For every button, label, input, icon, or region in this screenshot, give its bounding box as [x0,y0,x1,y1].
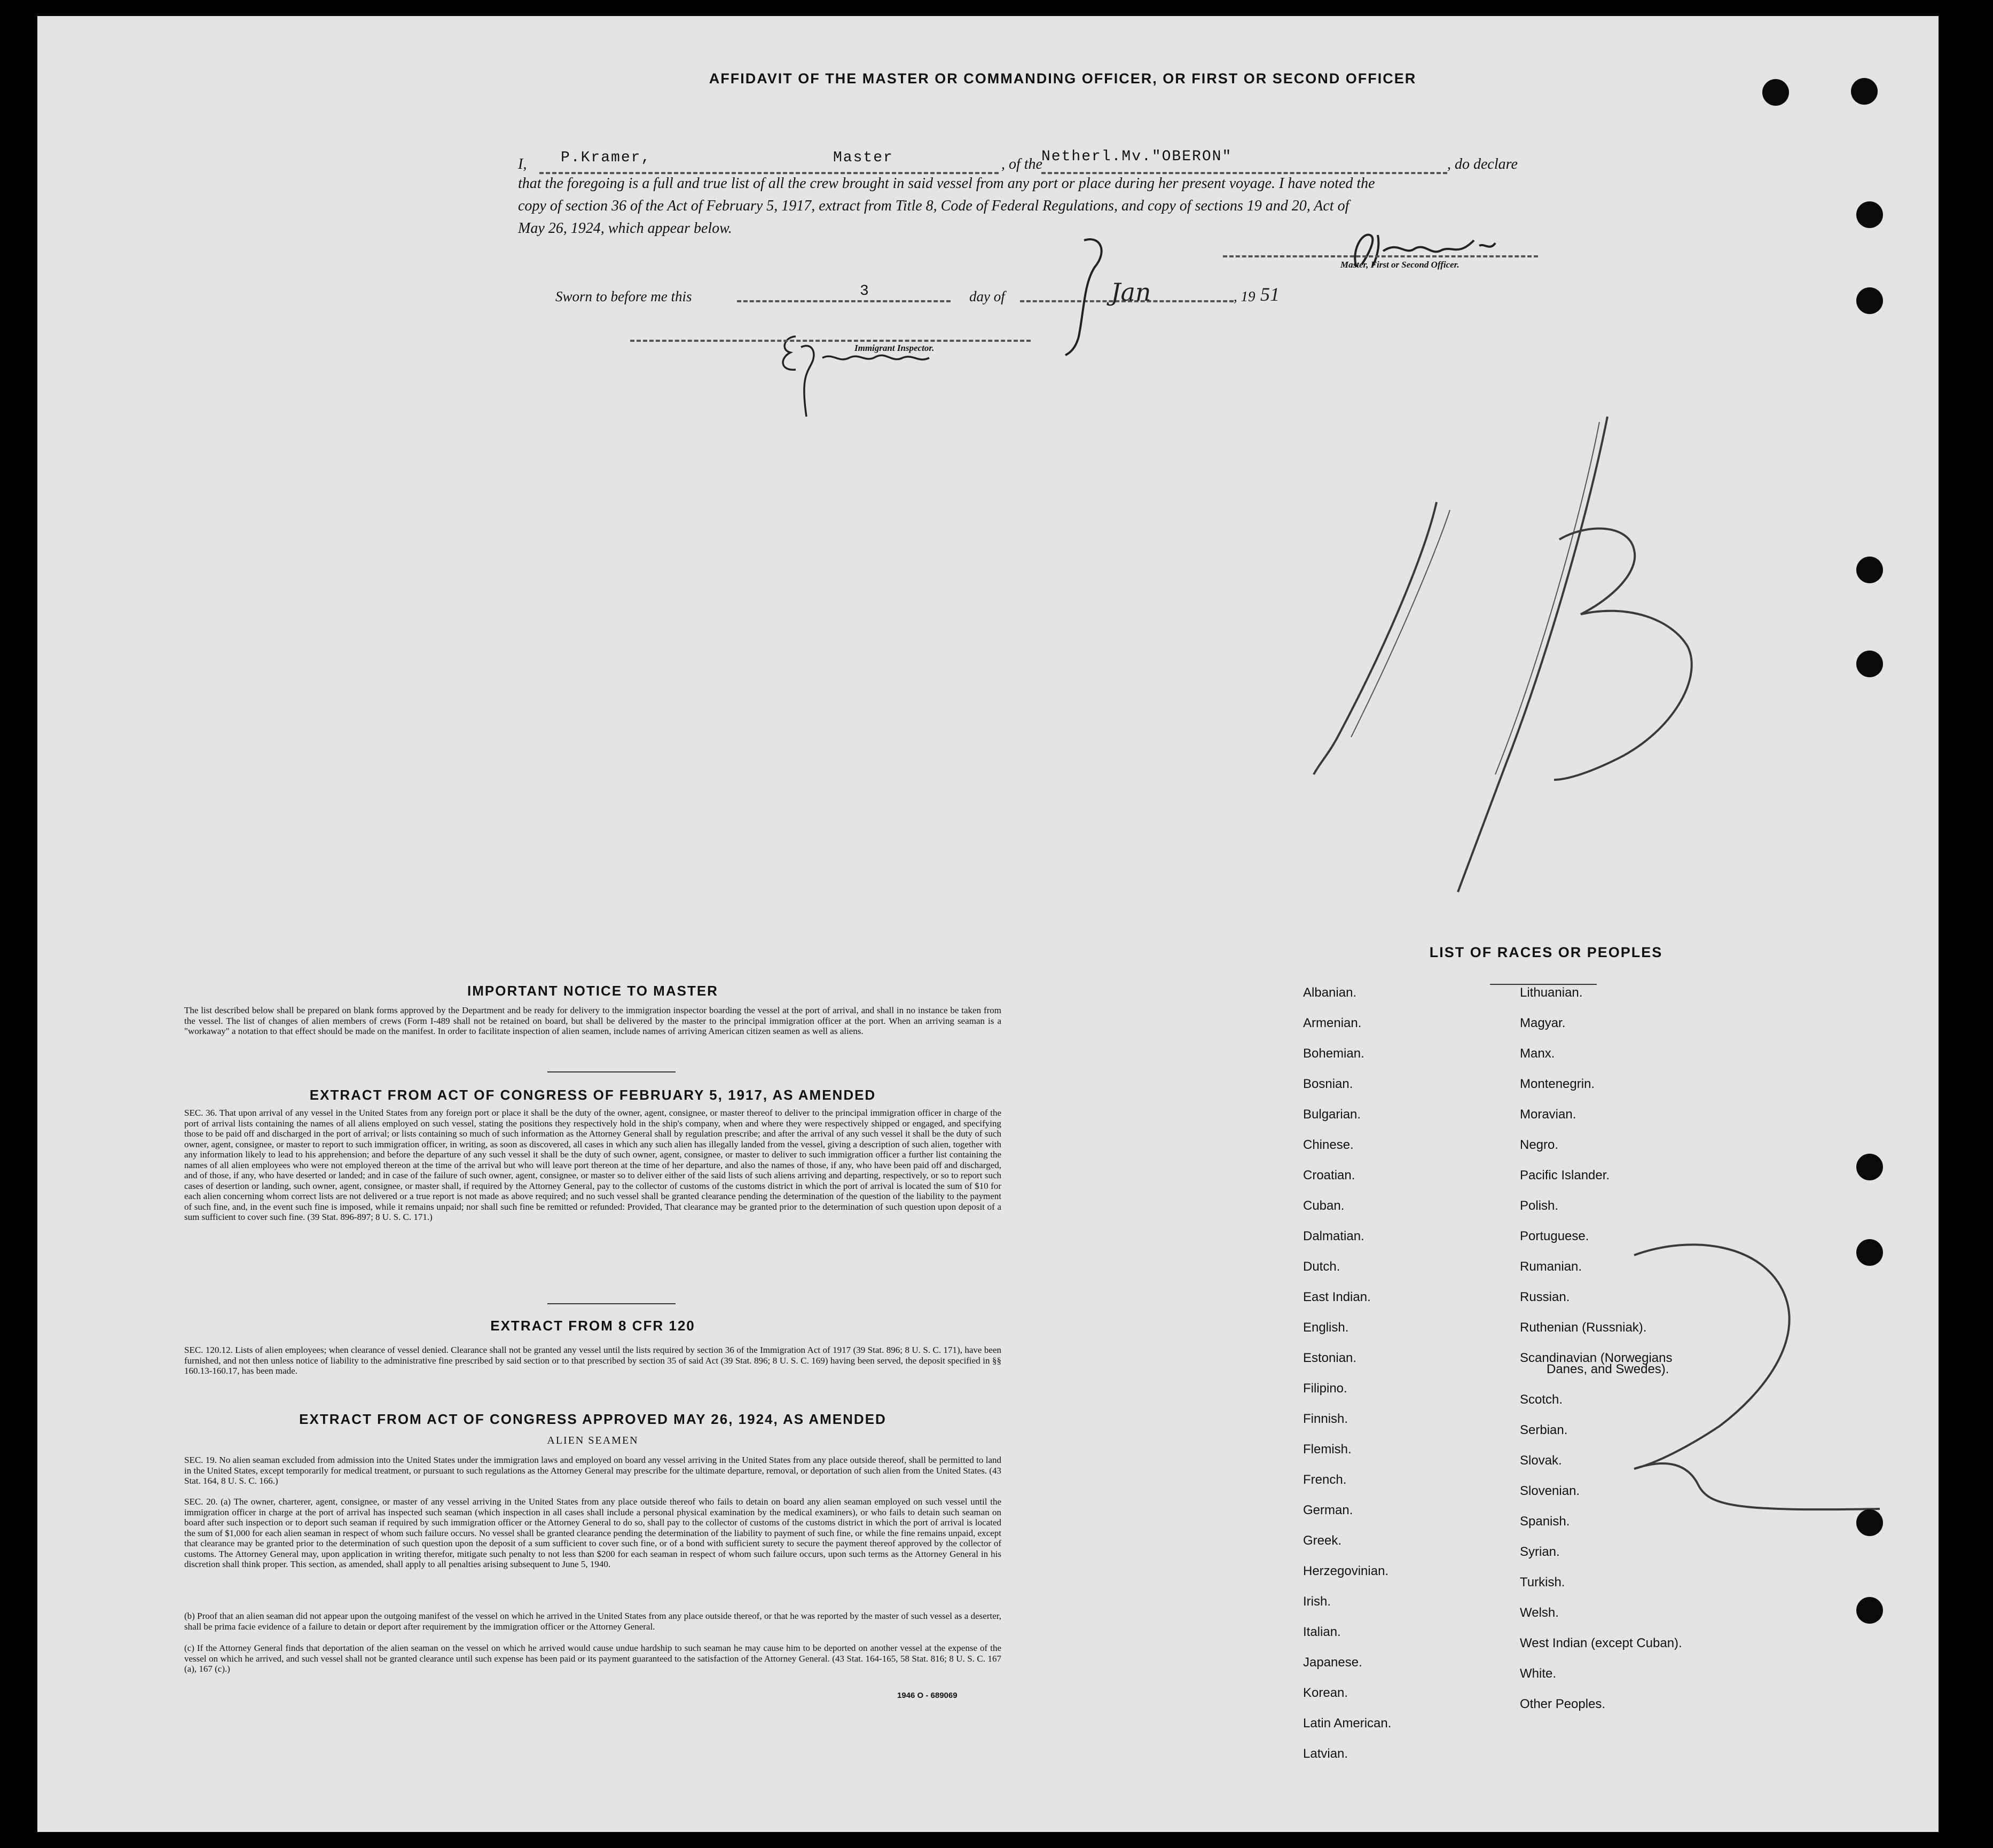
affidavit-line-2: that the foregoing is a full and true list of all the crew brought in said vessel from any port or place during her present voyage. I have noted the [518,175,1375,192]
document-page [37,16,1939,1832]
divider-2 [547,1303,676,1304]
notice-title: IMPORTANT NOTICE TO MASTER [467,983,718,999]
handwritten-fraction [1266,390,1800,956]
affidavit-i: I, [518,156,527,173]
race-item: Manx. [1520,1046,1555,1061]
race-item: Irish. [1303,1594,1331,1609]
race-item: Ruthenian (Russniak). [1520,1320,1647,1335]
punch-hole [1856,287,1883,314]
race-item: Moravian. [1520,1107,1576,1122]
punch-hole [1856,1597,1883,1624]
punch-hole [1856,557,1883,583]
race-item: East Indian. [1303,1290,1371,1304]
race-item: Bohemian. [1303,1046,1364,1061]
vessel-rule [1041,172,1447,174]
race-item: West Indian (except Cuban). [1520,1636,1682,1650]
race-item: White. [1520,1666,1557,1681]
race-item: Montenegrin. [1520,1077,1595,1091]
do-declare-label: , do declare [1447,156,1518,173]
races-column-2 [1520,985,1840,1727]
race-item: Estonian. [1303,1351,1357,1365]
master-signature [1319,219,1522,283]
extract-cfr-body: SEC. 120.12. Lists of alien employees; when clearance of vessel denied. Clearance shall not be granted any vessel until the lists required by section 36 of the Immigration Act of 1917 (39 Stat. 896; 8 U. S. C. 171), have been furnished, and not then unless notice of liability to the administrative fine prescribed by said section or to that prescribed by section 35 of said Act (39 Stat. 896; 8 U. S. C. 169) having been served, the deposit specified in §§ 160.13-160.17, has been made. [184,1345,1001,1376]
handwritten-month-stroke [1052,235,1116,358]
print-code: 1946 O - 689069 [897,1691,958,1700]
race-item: Other Peoples. [1520,1697,1606,1711]
extract-1924-sec20c: (c) If the Attorney General finds that deportation of the alien seaman on the vessel on which he arrived would cause undue hardship to such seaman he may cause him to be deported on another vessel at the expense of the vessel on which he arrived, and such vessel shall not be granted clearance until such expense has been paid or its payment guaranteed to the satisfaction of the Attorney General. (43 Stat. 164-165, 58 Stat. 816; 8 U. S. C. 167 (a), 167 (c).) [184,1643,1001,1674]
extract-1924-sec19: SEC. 19. No alien seaman excluded from admission into the United States under the immigration laws and employed on board any vessel arriving in the United States from any place outside thereof, shall be permitted to land in the United States, except temporarily for medical treatment, or pursuant to such regulations as the Attorney General may prescribe for the ultimate departure, removal, or deportation of such alien from the United States. (43 Stat. 164, 8 U. S. C. 166.) [184,1455,1001,1486]
punch-hole [1762,79,1789,106]
day-of-label: day of [969,288,1005,304]
punch-hole [1851,78,1878,105]
affidavit-title: AFFIDAVIT OF THE MASTER OR COMMANDING OFFICER, OR FIRST OR SECOND OFFICER [709,71,1417,87]
race-item: Latvian. [1303,1747,1348,1761]
race-item: Welsh. [1520,1606,1559,1620]
race-item: Scotch. [1520,1392,1563,1407]
extract-1924-subtitle: ALIEN SEAMEN [547,1435,639,1446]
race-item: Japanese. [1303,1655,1362,1670]
sworn-day-rule [737,300,951,302]
punch-hole [1856,1239,1883,1266]
extract-1924-sec20b: (b) Proof that an alien seaman did not appear upon the outgoing manifest of the vessel on which he arrived in the United States from any place outside thereof, or that he was reported by the master of such vessel as a deserter, shall be prima facie evidence of a failure to detain or deport after requirement by the immigration officer or the Attorney General. [184,1611,1001,1632]
master-rank: Master [833,150,893,166]
signature-rule [1223,255,1538,257]
race-item: German. [1303,1503,1353,1517]
inspector-signature [748,320,972,433]
races-column-1 [1303,985,1517,1777]
extract-1924-sec20a: SEC. 20. (a) The owner, charterer, agent, consignee, or master of any vessel arriving in the United States from any place outside thereof who fails to detain on board any alien seaman employed on such vessel until the immigration officer in charge at the port of arrival has inspected such seaman (which inspection in all cases shall include a personal physical examination by the medical examiners), or who fails to detain such seaman on board after such inspection or to deport such seaman if required by such immigration officer or the Attorney General to do so, shall pay to the collector of customs of the customs district in which the port of arrival is located the sum of $1,000 for each alien seaman in respect of whom such failure occurs. No vessel shall be granted clearance pending the determination of the liability to payment of such fine, or while the fine remains unpaid, except that clearance may be granted prior to the determination of such question upon the deposit of a sum sufficient to cover such fine, or of a bond with sufficient surety to secure the payment thereof approved by the collector of customs. The Attorney General may, upon application in writing therefor, mitigate such penalty to not less than $200 for each seaman in respect of whom such failure occurs, upon such terms as the Attorney General in his discretion shall think proper. This section, as amended, shall apply to all penalties arising subsequent to June 5, 1940. [184,1497,1001,1569]
inspector-caption: Immigrant Inspector. [854,343,935,353]
sworn-label: Sworn to before me this [555,288,692,304]
race-item: Slovak. [1520,1453,1562,1468]
punch-hole [1856,1154,1883,1180]
race-item: French. [1303,1473,1347,1487]
race-item: Dalmatian. [1303,1229,1364,1243]
race-item: Italian. [1303,1625,1341,1639]
race-item: Finnish. [1303,1412,1348,1426]
race-item: Filipino. [1303,1381,1347,1396]
race-item: English. [1303,1320,1349,1335]
race-item: Spanish. [1520,1514,1570,1529]
race-item: Armenian. [1303,1016,1362,1030]
year-prefix: , 19 [1234,288,1256,304]
race-item: Polish. [1520,1199,1559,1213]
sworn-day: 3 [860,283,869,300]
race-item: Danes, and Swedes). [1547,1362,1669,1376]
extract-1924-title: EXTRACT FROM ACT OF CONGRESS APPROVED MAY 26, 1924, AS AMENDED [299,1411,886,1427]
race-item: Slovenian. [1520,1484,1580,1498]
race-item: Chinese. [1303,1138,1354,1152]
race-item: Serbian. [1520,1423,1568,1437]
sworn-year: 51 [1260,284,1280,305]
extract-cfr-title: EXTRACT FROM 8 CFR 120 [490,1318,695,1334]
race-item: Lithuanian. [1520,985,1583,1000]
name-rule [539,172,999,174]
race-item: Rumanian. [1520,1259,1582,1274]
inspector-rule [630,340,1031,342]
punch-hole [1856,651,1883,677]
extract-1917-title: EXTRACT FROM ACT OF CONGRESS OF FEBRUARY 5, 1917, AS AMENDED [309,1087,876,1103]
sworn-month: Jan [1111,278,1151,307]
vessel-name: Netherl.Mv."OBERON" [1041,148,1233,165]
race-item: Dutch. [1303,1259,1340,1274]
punch-hole [1856,1509,1883,1536]
races-divider [1490,984,1597,985]
race-item: Bosnian. [1303,1077,1353,1091]
notice-body: The list described below shall be prepared on blank forms approved by the Department and be ready for delivery to the immigration inspector boarding the vessel at the port of arrival, and shall in no instance be taken from the vessel. The list of changes of alien members of crews (Form I-489 shall not be retained on board, but shall be delivered by the master to the principal immigration officer at the port. When an arriving seaman is a "workaway" a notation to that effect should be made on the manifest. In order to facilitate inspection of alien seamen, include names of arriving American citizen seamen as well as aliens. [184,1005,1001,1036]
race-item: Magyar. [1520,1016,1566,1030]
race-item: Syrian. [1520,1545,1560,1559]
race-item: Cuban. [1303,1199,1345,1213]
race-item: Bulgarian. [1303,1107,1361,1122]
affidavit-line-4: May 26, 1924, which appear below. [518,220,732,237]
race-item: Greek. [1303,1533,1342,1548]
race-item: Turkish. [1520,1575,1565,1589]
race-item: Russian. [1520,1290,1570,1304]
race-item: Albanian. [1303,985,1357,1000]
of-the-label: , of the [1001,156,1042,173]
race-item: Croatian. [1303,1168,1355,1183]
race-item: Herzegovinian. [1303,1564,1389,1578]
race-item: Negro. [1520,1138,1559,1152]
punch-hole [1856,201,1883,228]
race-item: Portuguese. [1520,1229,1589,1243]
divider-1 [547,1071,676,1072]
signature-caption: Master, First or Second Officer. [1340,260,1460,270]
master-name: P.Kramer, [561,150,652,166]
race-item: Korean. [1303,1686,1348,1700]
race-item: Scandinavian (Norwegians [1520,1351,1673,1365]
races-title: LIST OF RACES OR PEOPLES [1429,944,1663,960]
race-item: Pacific Islander. [1520,1168,1610,1183]
race-item: Flemish. [1303,1442,1352,1457]
affidavit-line-3: copy of section 36 of the Act of February 5, 1917, extract from Title 8, Code of Federal Regulations, and copy of sections 19 and 20, Act of [518,198,1349,214]
race-item: Latin American. [1303,1716,1392,1730]
extract-1917-body: SEC. 36. That upon arrival of any vessel in the United States from any foreign port or place it shall be the duty of the owner, agent, consignee, or master thereof to deliver to the principal immigration officer in charge of the port of arrival lists containing the names of all aliens employed on such vessel, stating the positions they respectively hold in the ship's company, when and where they were respectively shipped or engaged, and specifying those to be paid off and discharged in the port of arrival; or lists containing so much of such information as the Attorney General shall by regulation prescribe; and after the arrival of any such vessel it shall be the duty of such owner, agent, consignee, or master to report to such immigration officer, in writing, as soon as discovered, all cases in which any such alien has illegally landed from the vessel, giving a description of such alien, together with any information likely to lead to his apprehension; and before the departure of any such vessel it shall be the duty of such owner, agent, consignee, or master to deliver to such immigration officer a further list containing the names of all alien employees who were not employed thereon at the time of the arrival but who will leave port thereon at the time of her departure, and also the names of those, if any, who have been paid off and discharged, and of those, if any, who have deserted or landed; and in case of the failure of such owner, agent, consignee, or master so to deliver either of the said lists of such aliens arriving and departing, respectively, or so to report such cases of desertion or landing, such owner, agent, consignee, or master shall, if required by the Attorney General, pay to the collector of customs of the customs district in which the port of arrival is located the sum of $10 for each alien concerning whom correct lists are not delivered or a true report is not made as above required; and no such vessel shall be granted clearance pending the determination of the question of the liability to the payment of such fine, and, in the event such fine is imposed, while it remains unpaid; nor shall such fine be remitted or refunded: Provided, That clearance may be granted prior to the determination of such question upon deposit of a sum sufficient to cover such fine. (39 Stat. 896-897; 8 U. S. C. 171.) [184,1108,1001,1222]
